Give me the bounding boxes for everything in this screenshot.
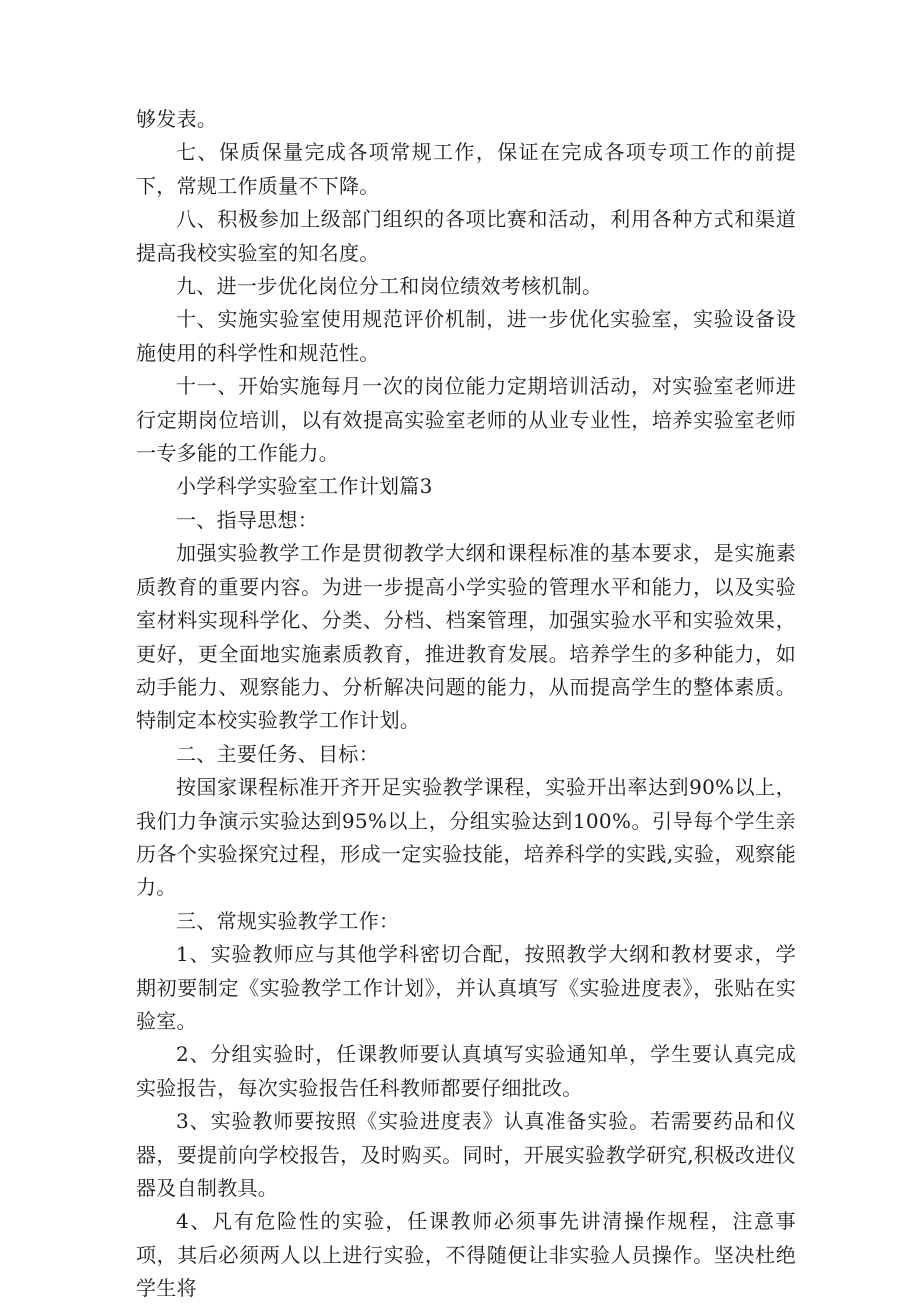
paragraph: 八、积极参加上级部门组织的各项比赛和活动，利用各种方式和渠道提高我校实验室的知名度。 (136, 207, 796, 265)
list-item: 3、实验教师要按照《实验进度表》认真准备实验。若需要药品和仪器，要提前向学校报告，及时购买。同时，开展实验教学研究,积极改进仪器及自制教具。 (136, 1109, 796, 1200)
list-item: 1、实验教师应与其他学科密切合配，按照教学大纲和教材要求，学期初要制定《实验教学工作计划》，并认真填写《实验进度表》，张贴在实验室。 (136, 942, 796, 1033)
section-heading: 二、主要任务、目标： (176, 741, 379, 766)
paragraph: 按国家课程标准开齐开足实验教学课程，实验开出率达到90%以上，我们力争演示实验达到95%以上，分组实验达到100%。引导每个学生亲历各个实验探究过程，形成一定实验技能，培养科学的实践,实验，观察能力。 (136, 775, 796, 900)
paragraph: 加强实验教学工作是贯彻教学大纲和课程标准的基本要求，是实施素质教育的重要内容。为进一步提高小学实验的管理水平和能力，以及实验室材料实现科学化、分类、分档、档案管理，加强实验水平和实验效果，更好，更全面地实施素质教育，推进教育发展。培养学生的多种能力，如动手能力、观察能力、分析解决问题的能力，从而提高学生的整体素质。特制定本校实验教学工作计划。 (136, 541, 796, 733)
list-item: 2、分组实验时，任课教师要认真填写实验通知单，学生要认真完成实验报告，每次实验报告任科教师都要仔细批改。 (136, 1042, 796, 1100)
document-page (136, 103, 796, 1306)
paragraph: 九、进一步优化岗位分工和岗位绩效考核机制。 (176, 274, 603, 299)
section-title: 小学科学实验室工作计划篇3 (176, 474, 433, 499)
paragraph: 够发表。 (136, 107, 218, 131)
section-heading: 一、指导思想： (176, 507, 319, 532)
paragraph: 十一、开始实施每月一次的岗位能力定期培训活动，对实验室老师进行定期岗位培训，以有效提高实验室老师的从业专业性，培养实验室老师一专多能的工作能力。 (136, 374, 796, 466)
paragraph: 十、实施实验室使用规范评价机制，进一步优化实验室，实验设备设施使用的科学性和规范性。 (136, 307, 796, 365)
section-heading: 三、常规实验教学工作： (176, 908, 400, 933)
paragraph: 七、保质保量完成各项常规工作，保证在完成各项专项工作的前提下，常规工作质量不下降。 (136, 140, 796, 198)
list-item: 4、凡有危险性的实验，任课教师必须事先讲清操作规程，注意事项，其后必须两人以上进行实验，不得随便让非实验人员操作。坚决杜绝学生将 (136, 1209, 796, 1301)
